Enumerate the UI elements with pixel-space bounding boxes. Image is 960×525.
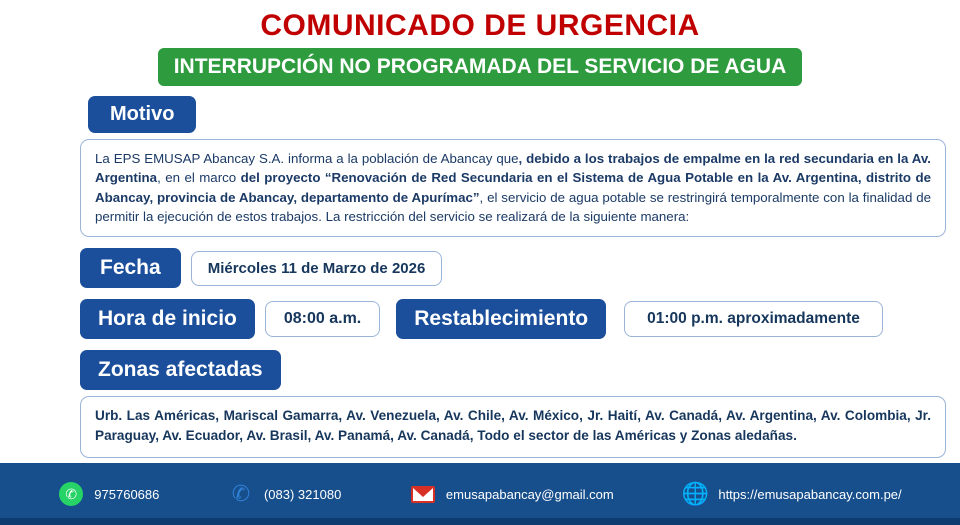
subtitle-container bbox=[0, 48, 960, 86]
zonas-afectadas-label: Zonas afectadas bbox=[80, 350, 281, 390]
whatsapp-icon: ✆ bbox=[58, 481, 84, 507]
footer-phone-number: (083) 321080 bbox=[263, 486, 342, 502]
zonas-label-row bbox=[0, 350, 960, 390]
motivo-text-part3: , el servicio de agua potable se restringirá temporalmente con la finalidad de permitir la ejecución de estos trabajos. La restricción del servicio se realizará de la siguiente manera: bbox=[95, 189, 931, 224]
page-title: COMUNICADO DE URGENCIA bbox=[260, 9, 700, 42]
footer-whatsapp[interactable] bbox=[58, 481, 159, 507]
motivo-text-bold2: del proyecto “Renovación de Red Secundaria en el Sistema de Agua Potable en la Av. Argentina, distrito de Abancay, provincia de Abancay, departamento de Apurímac” bbox=[95, 170, 931, 205]
motivo-text-part2: , en el marco bbox=[157, 170, 241, 186]
fecha-label: Fecha bbox=[80, 248, 181, 288]
fecha-row bbox=[0, 248, 960, 288]
hora-inicio-label: Hora de inicio bbox=[80, 299, 255, 339]
motivo-label-row bbox=[0, 96, 960, 133]
footer-website-url: https://emusapabancay.com.pe/ bbox=[718, 486, 902, 502]
motivo-text-box bbox=[80, 139, 946, 237]
restablecimiento-value: 01:00 p.m. aproximadamente bbox=[624, 301, 883, 337]
phone-icon: ✆ bbox=[231, 481, 251, 506]
motivo-text-bold1: , debido a los trabajos de empalme en la red secundaria en la Av. Argentina bbox=[95, 151, 931, 186]
hora-inicio-value: 08:00 a.m. bbox=[265, 301, 380, 337]
fecha-value: Miércoles 11 de Marzo de 2026 bbox=[191, 251, 443, 286]
footer-whatsapp-number: 975760686 bbox=[94, 486, 160, 502]
footer-email-address: emusapabancay@gmail.com bbox=[445, 486, 614, 502]
footer-bar bbox=[0, 463, 960, 525]
motivo-text-part1: La EPS EMUSAP Abancay S.A. informa a la población de Abancay que bbox=[95, 151, 519, 166]
footer-phone[interactable] bbox=[228, 481, 341, 507]
hora-row bbox=[0, 299, 960, 339]
footer-email[interactable] bbox=[410, 481, 614, 507]
globe-icon: 🌐 bbox=[681, 481, 710, 506]
restablecimiento-label: Restablecimiento bbox=[396, 299, 606, 339]
footer-bottom-strip bbox=[0, 518, 960, 525]
subtitle-banner: INTERRUPCIÓN NO PROGRAMADA DEL SERVICIO DE AGUA bbox=[158, 48, 803, 86]
zonas-text-box: Urb. Las Américas, Mariscal Gamarra, Av. Venezuela, Av. Chile, Av. México, Jr. Haití, Av. Canadá, Av. Argentina, Av. Colombia, Jr. Paraguay, Av. Ecuador, Av. Brasil, Av. Panamá, Av. Canadá, Todo el sector de las Américas y Zonas aledañas. bbox=[80, 396, 946, 458]
footer-website[interactable] bbox=[682, 481, 901, 507]
mail-icon bbox=[410, 481, 436, 507]
motivo-label: Motivo bbox=[88, 96, 196, 133]
